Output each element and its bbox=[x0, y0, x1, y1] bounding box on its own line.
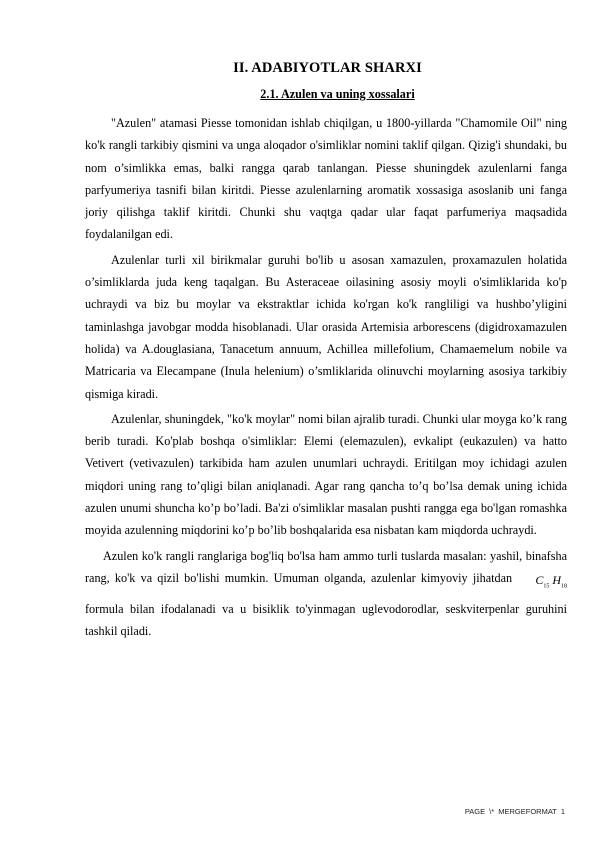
paragraph-4-text-after: formula bilan ifodalanadi va u bisiklik to'yinmagan uglevodorodlar, seskviterpenlar guruhini tashkil qiladi. bbox=[85, 601, 567, 638]
formula-hydrogen: H bbox=[552, 572, 562, 587]
subsection-heading: 2.1. Azulen va uning xossalari bbox=[260, 87, 415, 101]
page-footer-field: PAGE \* MERGEFORMAT 1 bbox=[464, 807, 565, 816]
paragraph-4-text-before: Azulen ko'k rangli ranglariga bog'liq bo'lsa ham ammo turli tuslarda masalan: yashil, binafsha rang, ko'k va qizil bo'lishi mumkin. Umuman olganda, azulenlar kimyoviy jihatdan bbox=[85, 548, 567, 585]
section-heading: II. ADABIYOTLAR SHARXI bbox=[233, 60, 422, 76]
paragraph-3: Azulenlar, shuningdek, "ko'k moylar" nomi bilan ajralib turadi. Chunki ular moyga ko’k rang berib turadi. Ko'plab boshqa o'simliklar: Elemi (elemazulen), evkalipt (eukazulen) va hatto Vetivert (vetivazulen) tarkibida ham azulen unumlari uchraydi. Eritilgan moy ichidagi azulen miqdori uning rang to’qligi bilan aniqlanadi. Agar rang qancha to’q bo’lsa demak uning ichida azulen unumi shuncha ko’p bo’ladi. Ba'zi o'simliklar masalan pushti rangga ega bo'lgan romashka moyida azulenning miqdorini ko’p bo’lib boshqalarida esa nisbatan kam miqdorda uchraydi. bbox=[85, 411, 567, 538]
paragraph-4 bbox=[85, 545, 567, 643]
paragraph-2: Azulenlar turli xil birikmalar guruhi bo'lib u asosan xamazulen, proxamazulen holatida o’simliklarda juda keng taqalgan. Bu Asteraceae oilasining asosiy moyli o'simliklarida ko'p uchraydi va biz bu moylar va ekstraktlar ichida ko'rgan ko'k rangliligi va hushbo’yligini taminlashga javobgar modda hisoblanadi. Ular orasida Artemisia arborescens (digidroxamazulen holida) va A.douglasiana, Tanacetum annuum, Achillea millefolium, Chamaemelum nobile va Matricaria va Elecampane (Inula helenium) o’smliklarida olinuvchi moylarning asosiya tarkibiy qismiga kiradi. bbox=[85, 252, 567, 401]
formula-carbon: C bbox=[535, 572, 544, 587]
paragraph-1: "Azulen" atamasi Piesse tomonidan ishlab chiqilgan, u 1800-yillarda "Chamomile Oil" ning ko'k rangli tarkibiy qismini va unga aloqador o'simliklar nomini taklif qilgan. Qizig'i shundaki, bu nom o’simlikka emas, balki rangga qarab tanlangan. Piesse shuningdek azulenlarni fanga parfyumeriya tasnifi bilan kiritdi. Piesse azulenlarning aromatik xossasiga asoslanib uni fanga joriy qilishga taklif kiritdi. Chunki shu vaqtga qadar ular faqat parfumeriya maqsadida foydalanilgan edi. bbox=[85, 116, 567, 242]
formula-hydrogen-count: 18 bbox=[561, 583, 568, 590]
chemical-formula bbox=[517, 569, 567, 598]
body-text bbox=[85, 112, 567, 645]
formula-carbon-count: 15 bbox=[543, 583, 550, 590]
